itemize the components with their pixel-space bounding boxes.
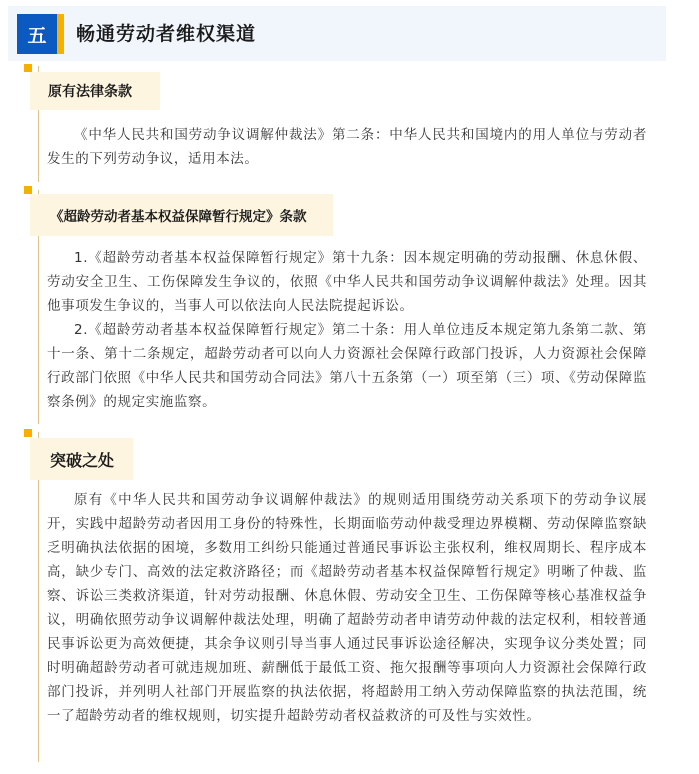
section-title: 畅通劳动者维权渠道	[76, 23, 257, 45]
original-clause-paragraph	[47, 123, 647, 171]
section-marker-1	[24, 64, 32, 72]
regulation-article-20-text: 2.《超龄劳动者基本权益保障暂行规定》第二十条：用人单位违反本规定第九条第二款、第十一条、第十二条规定，超龄劳动者可以向人力资源社会保障行政部门投诉，人力资源社会保障行政部门依照《中华人民共和国劳动合同法》第八十五条第（一）项至第（三）项、《劳动保障监察条例》的规定实施监察。	[47, 322, 647, 410]
section-number-badge: 五	[17, 14, 64, 54]
original-clause-text: 《中华人民共和国劳动争议调解仲裁法》第二条：中华人民共和国境内的用人单位与劳动者发生的下列劳动争议，适用本法。	[47, 127, 647, 167]
subsection-label-breakthrough: 突破之处	[30, 438, 133, 480]
regulation-article-20	[47, 318, 647, 414]
breakthrough-paragraph	[47, 488, 647, 728]
section-marker-3	[24, 429, 32, 437]
breakthrough-text: 原有《中华人民共和国劳动争议调解仲裁法》的规则适用围绕劳动关系项下的劳动争议展开，实践中超龄劳动者因用工身份的特殊性，长期面临劳动仲裁受理边界模糊、劳动保障监察缺乏明确执法依据的困境，多数用工纠纷只能通过普通民事诉讼主张权利，维权周期长、程序成本高，缺少专门、高效的法定救济路径；而《超龄劳动者基本权益保障暂行规定》明晰了仲裁、监察、诉讼三类救济渠道，针对劳动报酬、休息休假、劳动安全卫生、工伤保障等核心基准权益争议，明确依照劳动争议调解仲裁法处理，明确了超龄劳动者申请劳动仲裁的法定权利，相较普通民事诉讼更为高效便捷，其余争议则引导当事人通过民事诉讼途径解决，实现争议分类处置；同时明确超龄劳动者可就违规加班、薪酬低于最低工资、拖欠报酬等事项向人力资源社会保障行政部门投诉，并列明人社部门开展监察的执法依据，将超龄用工纳入劳动保障监察的执法范围，统一了超龄劳动者的维权规则，切实提升超龄劳动者权益救济的可及性与实效性。	[47, 492, 647, 724]
section-rule-3	[38, 432, 39, 762]
subsection-label-original-clause: 原有法律条款	[30, 72, 160, 110]
subsection-label-new-regulation: 《超龄劳动者基本权益保障暂行规定》条款	[30, 194, 333, 236]
section-header	[8, 6, 666, 61]
regulation-article-19-text: 1.《超龄劳动者基本权益保障暂行规定》第十九条：因本规定明确的劳动报酬、休息休假、劳动安全卫生、工伤保障发生争议的，依照《中华人民共和国劳动争议调解仲裁法》处理。因其他事项发生争议的，当事人可以依法向人民法院提起诉讼。	[47, 250, 647, 314]
section-marker-2	[24, 186, 32, 194]
regulation-article-19	[47, 246, 647, 318]
